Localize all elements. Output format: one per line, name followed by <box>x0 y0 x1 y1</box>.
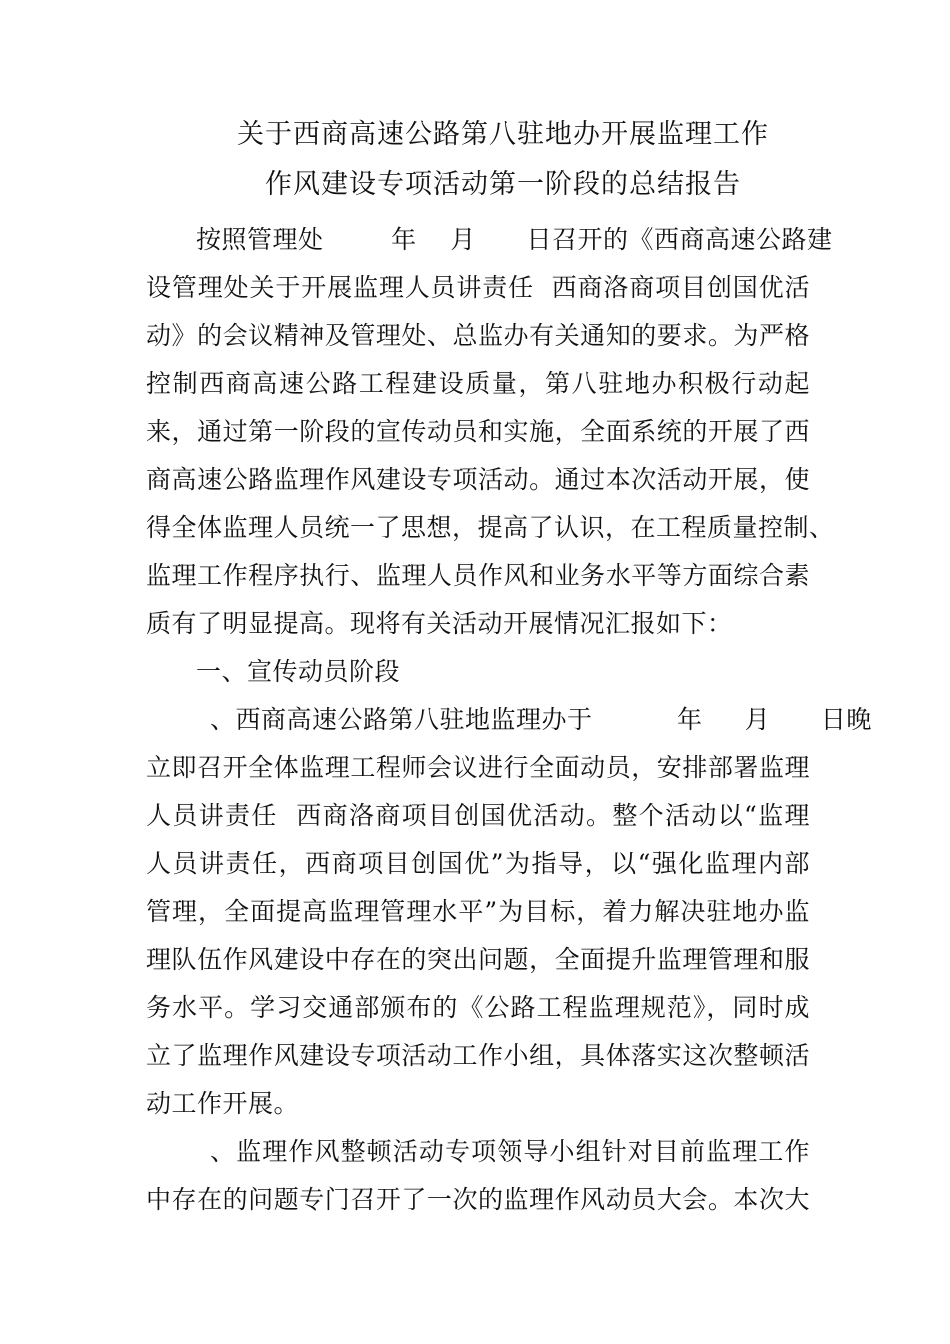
paragraph-1-line-4: 控制西商高速公路工程建设质量，第八驻地办积极行动起 <box>146 369 810 398</box>
paragraph-2-line-8: 立了监理作风建设专项活动工作小组，具体落实这次整顿活 <box>146 1041 810 1070</box>
paragraph-2-line-4: 人员讲责任，西商项目创国优”为指导，以“强化监理内部 <box>146 849 810 878</box>
paragraph-2-line-9: 动工作开展。 <box>146 1089 300 1118</box>
section-heading-1: 一、宣传动员阶段 <box>196 657 401 686</box>
paragraph-2-line-6: 理队伍作风建设中存在的突出问题，全面提升监理管理和服 <box>146 945 810 974</box>
paragraph-1-line-3: 动》的会议精神及管理处、总监办有关通知的要求。为严格 <box>146 321 810 350</box>
paragraph-1-line-8: 监理工作程序执行、监理人员作风和业务水平等方面综合素 <box>146 561 810 590</box>
paragraph-1-line-7: 得全体监理人员统一了思想，提高了认识，在工程质量控制、 <box>146 513 835 542</box>
paragraph-2-line-1: 、西商高速公路第八驻地监理办于 年 月 日晚 <box>210 705 872 734</box>
paragraph-2-line-2: 立即召开全体监理工程师会议进行全面动员，安排部署监理 <box>146 753 810 782</box>
paragraph-1-line-2: 设管理处关于开展监理人员讲责任 西商洛商项目创国优活 <box>146 273 810 302</box>
paragraph-1-line-9: 质有了明显提高。现将有关活动开展情况汇报如下： <box>146 609 733 638</box>
paragraph-2-line-3: 人员讲责任 西商洛商项目创国优活动。整个活动以“监理 <box>146 801 810 830</box>
document-title-line-1: 关于西商高速公路第八驻地办开展监理工作 <box>237 119 769 150</box>
paragraph-1-line-6: 商高速公路监理作风建设专项活动。通过本次活动开展，使 <box>146 465 810 494</box>
paragraph-2-line-7: 务水平。学习交通部颁布的《公路工程监理规范》，同时成 <box>146 993 810 1022</box>
paragraph-3-line-2: 中存在的问题专门召开了一次的监理作风动员大会。本次大 <box>146 1185 810 1214</box>
paragraph-2-line-5: 管理，全面提高监理管理水平”为目标，着力解决驻地办监 <box>146 897 810 926</box>
paragraph-3-line-1: 、监理作风整顿活动专项领导小组针对目前监理工作 <box>210 1137 810 1166</box>
document-title-line-2: 作风建设专项活动第一阶段的总结报告 <box>265 169 741 200</box>
paragraph-1-line-1: 按照管理处 年 月 日召开的《西商高速公路建 <box>196 225 833 254</box>
paragraph-1-line-5: 来，通过第一阶段的宣传动员和实施，全面系统的开展了西 <box>146 417 810 446</box>
